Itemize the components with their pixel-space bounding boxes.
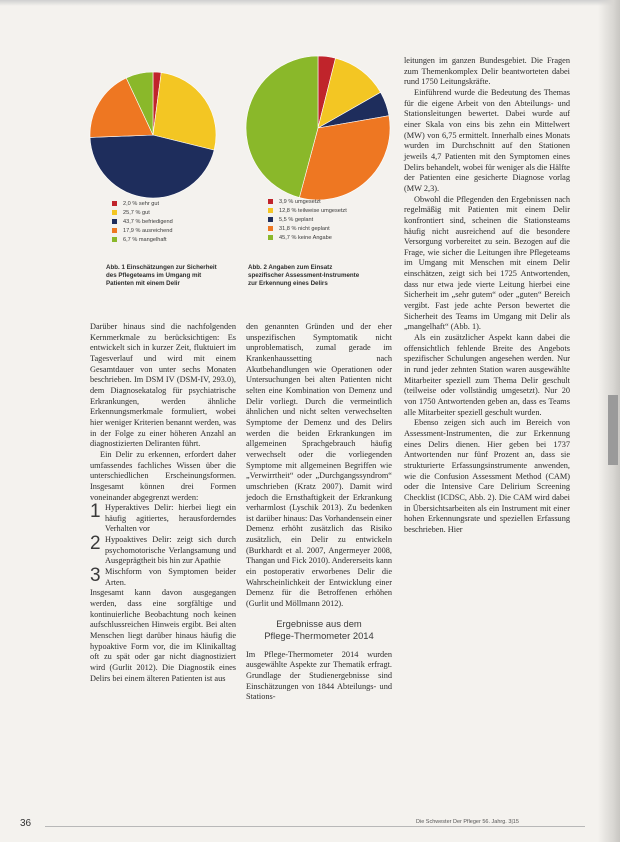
legend-item	[112, 227, 173, 236]
list-item	[90, 567, 236, 588]
text-column-1	[90, 322, 236, 684]
section-heading-line: Pflege-Thermometer 2014	[264, 629, 374, 641]
list-number: 1	[90, 501, 101, 523]
paragraph: Ebenso zeigen sich auch im Bereich von Assessment-Instrumenten, die zur Erkennung eines Delirs dienen. Hier geben bei 1737 Antwortenden nur fünf Prozent an, dass sie strukturierte Erfassungsinstrumente anwenden, wie die Confusion Assessment Method (CAM) oder die Intensive Care Delirium Screening Checklist (ICDSC, Abb. 2). Die CAM wird dabei in Übersichtsarbeiten als ein Instrument mit einer hohen Erkennungsrate und speziellen Erfassung beschrieben. Hier	[404, 418, 570, 534]
pie-chart-2-svg	[244, 54, 392, 202]
legend-swatch	[268, 217, 273, 222]
legend-swatch	[268, 208, 273, 213]
paragraph: Als ein zusätzlicher Aspekt kann dabei die offensichtlich fehlende Breite des Angebots spezifischer Schulungen angesehen werden. Nur in rund jeder zehnten Station waren ausgewählte Mitarbeiter speziell zum Thema Delir geschult (teilweise oder vollständig umgesetzt). Nur 20 von 1750 Antwortenden geben an, dass es Teams alle Mitarbeiter speziell geschult wurden.	[404, 333, 570, 417]
figure-1-caption	[106, 264, 217, 288]
paragraph: Darüber hinaus sind die nachfolgenden Kernmerkmale zu berücksichtigen: Es entwickelt sich in kurzer Zeit, fluktuiert im Tagesverlauf und wird mit einem Gesamtdauer von unter sechs Monaten beschrieben. Im DSM IV (DSM-IV, 293.0), dem Diagnosekatalog für psychiatrische Erkrankungen, werden ähnliche Erkennungsmerkmale formuliert, wobei hier weniger Kriterien benannt werden, was in der Folge zu einer höheren Anzahl an diagnostizierten Deliranten führt.	[90, 322, 236, 449]
list-text: Mischform von Symptomen beider Arten.	[105, 567, 236, 587]
legend-label: 43,7 % befriedigend	[123, 219, 173, 225]
list-item	[90, 503, 236, 535]
section-heading-line: Ergebnisse aus dem	[276, 617, 362, 629]
paragraph: Ein Delir zu erkennen, erfordert daher umfassendes fachliches Wissen über die unterschiedlichen Erscheinungsformen. Insgesamt können drei Formen voneinander abgegrenzt werden:	[90, 449, 236, 502]
legend-swatch	[268, 235, 273, 240]
paragraph: den genannten Gründen und der eher unspezifischen Symptomatik nicht unproblematisch, zumal gerade im Krankenhaussetting nach Akutbehandlungen wie Operationen oder Untersuchungen bei alten Patienten nicht selten eine Kombination von Demenz und Delir vorliegt. Durch die vermeintlich ähnlichen und nicht selten verwechselten Symptome der Demenz und des Delirs werden die beiden Erkrankungen im allgemeinen Sprachgebrauch häufig verwechselt oder die vorliegenden Symptome mit allgemeinen Begriffen wie „Verwirrtheit“ oder „Durchgangssyndrom“ umschrieben (Kratz 2007). Damit wird jedoch die Ernsthaftigkeit der Erkrankung verharmlost (Lyschik 2013). Zu bedenken ist darüber hinaus: Das Vorhandensein einer Demenz erhöht zusätzlich das Risiko zusätzlich, ein Delir zu entwickeln (Burkhardt et al. 2007, Angermeyer 2008, Thangan und Fick 2010). Andererseits kann ein postoperativ erworbenes Delir die Wahrscheinlichkeit der Entwicklung einer Demenz für die Betroffenen erhöhen (Gurlit und Möllmann 2012).	[246, 322, 393, 609]
paragraph: Insgesamt kann davon ausgegangen werden, dass eine sorgfältige und kontinuierliche Beobachtung noch keinen aufschlussreichen Hinweis ergibt. Bei alten Menschen liegt darüber hinaus häufig die hypoaktive Form vor, die im Klinikalltag oft zu spät oder gar nicht diagnostiziert wird (Gurlit 2012). Die Diagnostik eines Delirs bei einem älteren Patienten ist aus	[90, 588, 236, 683]
list-number: 3	[90, 565, 101, 587]
legend-item	[268, 216, 347, 225]
scan-top-edge	[0, 0, 620, 6]
legend-item	[112, 200, 173, 209]
legend-swatch	[112, 237, 117, 242]
caption-line: zur Erkennung eines Delirs	[248, 280, 328, 287]
paragraph: leitungen im ganzen Bundesgebiet. Die Fragen zum Themenkomplex Delir beantworteten dabei rund 1750 Leitungskräfte.	[404, 56, 570, 87]
list-item	[90, 535, 236, 567]
legend-item	[112, 218, 173, 227]
list-text: Hyperaktives Delir: hierbei liegt ein häufig agitiertes, herausforderndes Verhalten vor	[105, 503, 236, 534]
journal-footer: Die Schwester Der Pfleger 56. Jahrg. 3|15	[416, 819, 519, 825]
paragraph: Obwohl die Pflegenden den Ergebnissen nach regelmäßig mit Patienten mit einem Delir konfrontiert sind, scheinen die Stationsteams häufig nicht ausreichend auf die besondere Versorgung vorbereitet zu sein. Bezogen auf die Frage, wie sicher die Leitungen ihre Pflegeteams im Umgang mit Menschen mit einem Delir einschätzen, zeigt sich bei 1725 Antwortenden, dass nur etwa jede vierte Leitung hierbei eine Sicherheit im „sehr gutem“ oder „guten“ Bereich vergibt. Fast jede achte Person bewertet die Sicherheit des Teams im Umgang mit Delir als „mangelhaft“ (Abb. 1).	[404, 194, 570, 332]
legend-item	[268, 234, 347, 243]
legend-swatch	[112, 201, 117, 206]
pie-chart-2	[244, 54, 392, 202]
pie-chart-1-legend	[112, 200, 173, 245]
legend-item	[112, 236, 173, 245]
legend-label: 25,7 % gut	[123, 210, 150, 216]
legend-label: 5,5 % geplant	[279, 217, 314, 223]
legend-item	[268, 207, 347, 216]
legend-swatch	[112, 219, 117, 224]
legend-swatch	[112, 228, 117, 233]
caption-line: spezifischer Assessment-Instrumente	[248, 272, 360, 279]
legend-label: 6,7 % mangelhaft	[123, 237, 167, 243]
section-heading	[246, 618, 392, 642]
pie-chart-1-svg	[88, 70, 218, 200]
legend-swatch	[112, 210, 117, 215]
legend-label: 3,9 % umgesetzt	[279, 199, 321, 205]
list-text: Hypoaktives Delir: zeigt sich durch psychomotorische Verlangsamung und Ausgeprägtheit bis hin zur Apathie	[105, 535, 236, 566]
footer-rule	[45, 826, 585, 827]
list-number: 2	[90, 533, 101, 555]
caption-line: Patienten mit einem Delir	[106, 280, 180, 287]
legend-label: 31,8 % nicht geplant	[279, 226, 330, 232]
figure-2-caption	[248, 264, 359, 288]
legend-swatch	[268, 226, 273, 231]
page-edge-mark	[608, 395, 618, 465]
legend-item	[112, 209, 173, 218]
caption-line: des Pflegeteams im Umgang mit	[106, 272, 202, 279]
page-number: 36	[20, 818, 32, 829]
legend-label: 12,8 % teilweise umgesetzt	[279, 208, 347, 214]
text-column-3	[404, 56, 570, 536]
pie-chart-2-legend	[268, 198, 347, 243]
pie-chart-1	[88, 70, 218, 200]
legend-label: 45,7 % keine Angabe	[279, 235, 332, 241]
caption-line: Abb. 2 Angaben zum Einsatz	[248, 264, 333, 271]
legend-label: 17,9 % ausreichend	[123, 228, 173, 234]
text-column-2	[246, 322, 392, 703]
legend-item	[268, 198, 347, 207]
legend-swatch	[268, 199, 273, 204]
paragraph: Im Pflege-Thermometer 2014 wurden ausgewählte Aspekte zur Thematik erfragt. Grundlage der Studienergebnisse sind Einschätzungen von 1844 Abteilungs- und Stations-	[246, 649, 392, 702]
paragraph: Einführend wurde die Bedeutung des Themas für die eigene Arbeit von den Abteilungs- und Stationsleitungen bewertet. Dabei wurde auf einer Skala von eins bis zehn ein Mittelwert (MW) von 6,75 ermittelt. Innerhalb eines Monats wurden im Durchschnitt auf den Stationen jeweils 4,7 Patienten mit den Symptomen eines Delirs behandelt, wobei für weniger als die Hälfte der Patienten eine gesicherte Diagnose vorlag (MW 2,3).	[404, 87, 570, 193]
legend-item	[268, 225, 347, 234]
legend-label: 2,0 % sehr gut	[123, 201, 160, 207]
caption-line: Abb. 1 Einschätzungen zur Sicherheit	[106, 264, 217, 271]
